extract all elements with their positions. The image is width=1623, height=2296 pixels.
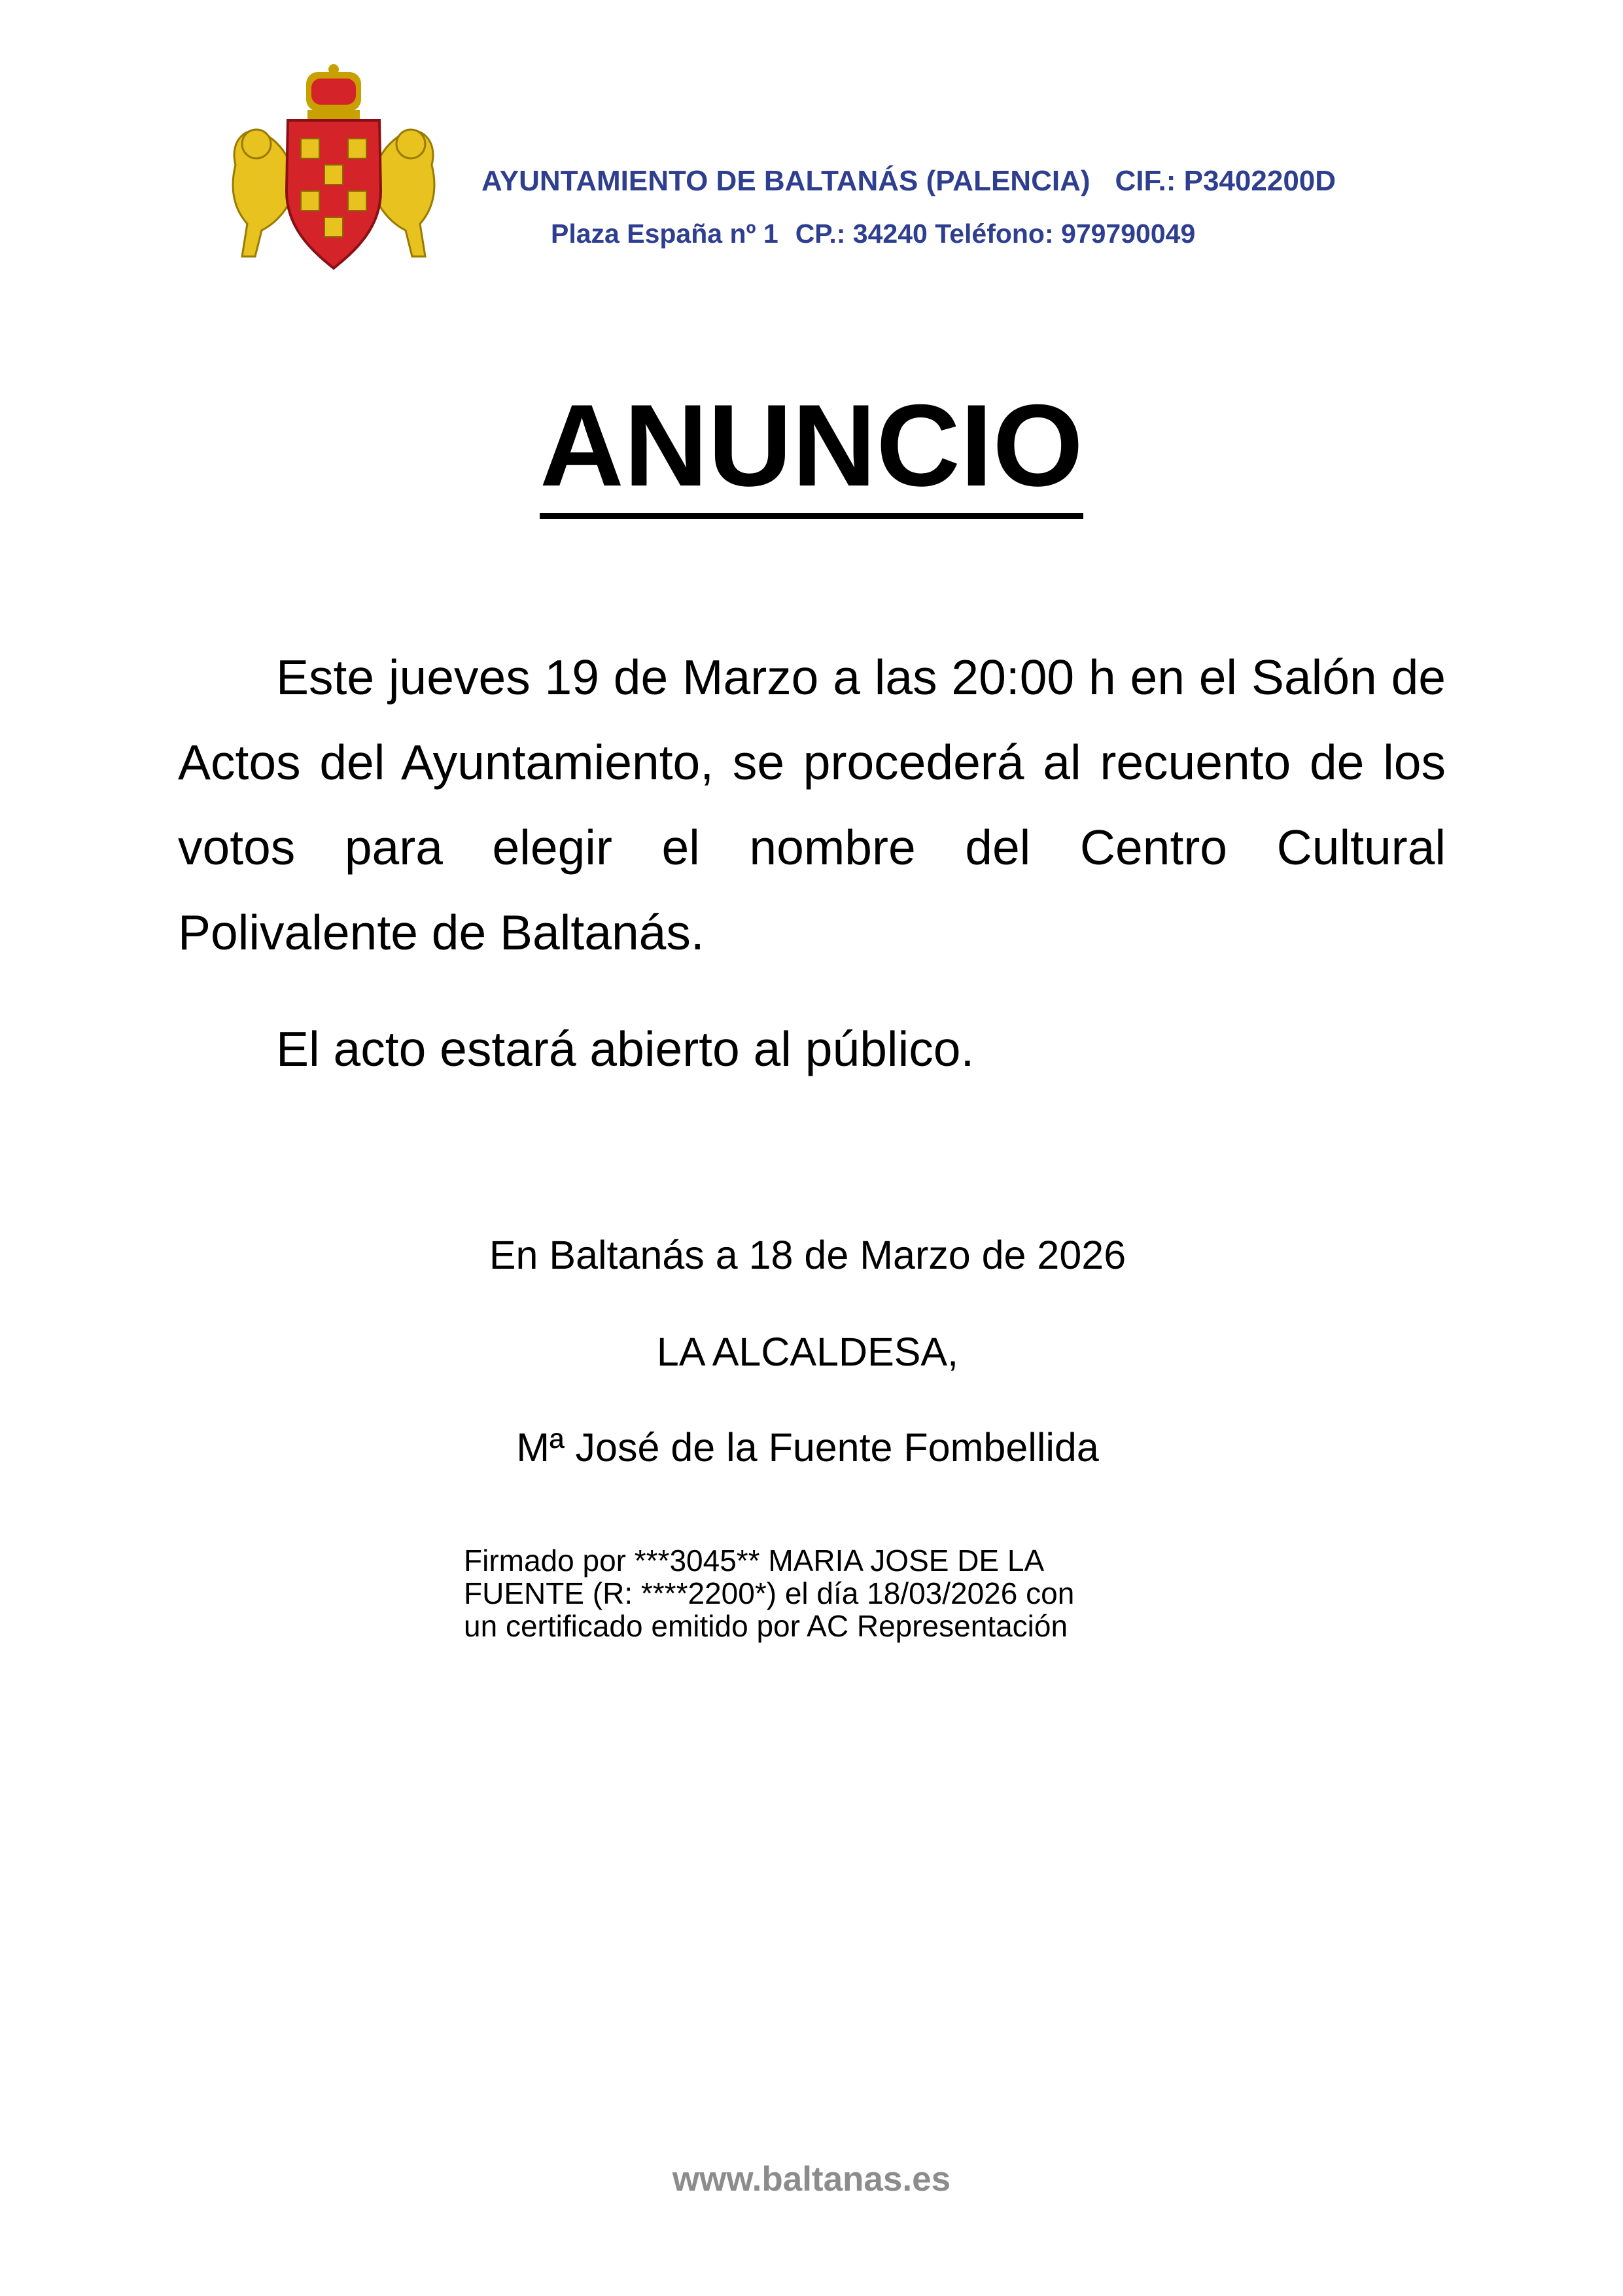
postal-phone: CP.: 34240 Teléfono: 979790049 <box>795 219 1196 249</box>
signature-name: Mª José de la Fuente Fombellida <box>516 1425 1099 1470</box>
digital-signature-line: FUENTE (R: ****2200*) el día 18/03/2026 con <box>464 1576 1075 1610</box>
title-text: ANUNCIO <box>540 387 1083 519</box>
coat-of-arms-icon <box>209 60 458 270</box>
org-name: AYUNTAMIENTO DE BALTANÁS (PALENCIA) <box>481 165 1091 197</box>
notice-paragraph-2: El acto estará abierto al público. <box>276 1021 975 1076</box>
signature-place-date: En Baltanás a 18 de Marzo de 2026 <box>489 1233 1126 1277</box>
cif: CIF.: P3402200D <box>1115 165 1336 197</box>
page-title <box>0 380 1623 519</box>
address: Plaza España nº 1 <box>551 219 778 249</box>
header-address-line <box>551 219 1195 249</box>
header-org-line <box>481 165 1336 198</box>
digital-signature-line: Firmado por ***3045** MARIA JOSE DE LA <box>464 1544 1045 1578</box>
footer-website[interactable]: www.baltanas.es <box>672 2160 951 2199</box>
digital-signature-line: un certificado emitido por AC Representación <box>464 1609 1068 1643</box>
notice-paragraph-1: Este jueves 19 de Marzo a las 20:00 h en el Salón de Actos del Ayuntamiento, se procederá al recuento de los votos para elegir el nombre del Centro Cultural Polivalente de Baltanás. <box>178 650 1446 960</box>
signature-role: LA ALCALDESA, <box>656 1330 959 1374</box>
digital-signature-stamp <box>464 1544 1183 1642</box>
